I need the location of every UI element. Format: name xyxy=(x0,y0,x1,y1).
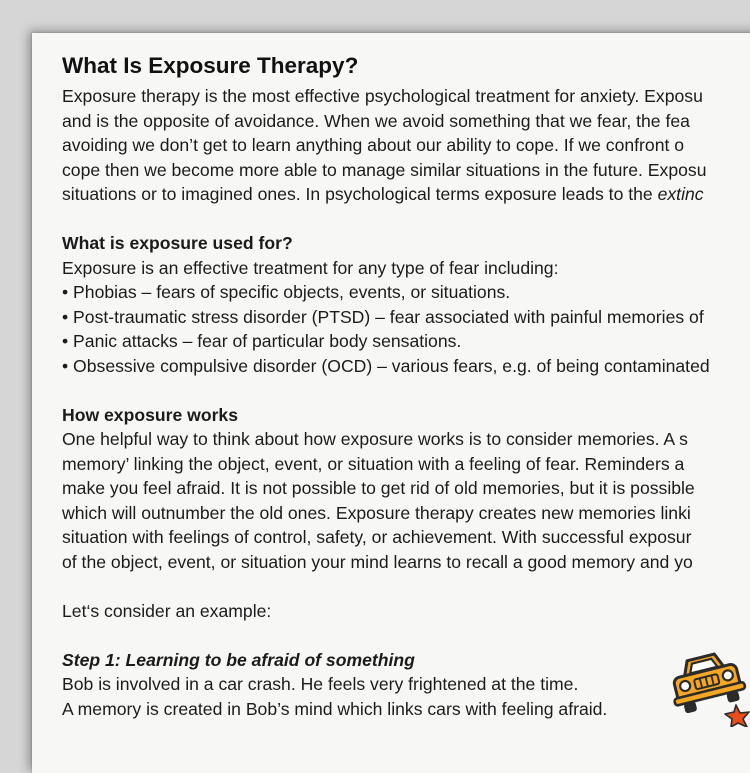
intro-line: avoiding we don’t get to learn anything about our ability to cope. If we confront o xyxy=(62,135,685,155)
intro-line: Exposure therapy is the most effective psychological treatment for anxiety. Exposu xyxy=(62,86,703,106)
worksheet-content xyxy=(62,53,750,721)
intro-italic-word: extinc xyxy=(657,184,704,204)
example-intro: Let‘s consider an example: xyxy=(62,600,272,621)
bullet-item: • Post-traumatic stress disorder (PTSD) – fear associated with painful memories of xyxy=(62,306,704,327)
works-line: memory’ linking the object, event, or situation with a feeling of fear. Reminders a xyxy=(62,453,685,474)
step1-heading: Step 1: Learning to be afraid of something xyxy=(62,649,415,670)
section-heading-uses: What is exposure used for? xyxy=(62,233,293,253)
car-crash-icon xyxy=(664,649,750,727)
works-line: situation with feelings of control, safety, or achievement. With successful exposur xyxy=(62,527,692,547)
bullet-item: • Obsessive compulsive disorder (OCD) – various fears, e.g. of being contaminated xyxy=(62,355,710,376)
section-heading-works: How exposure works xyxy=(62,404,238,425)
intro-line: cope then we become more able to manage similar situations in the future. Exposu xyxy=(62,159,707,180)
bullet-item: • Phobias – fears of specific objects, events, or situations. xyxy=(62,282,511,302)
spacer xyxy=(62,378,750,403)
step1-line: Bob is involved in a car crash. He feels very frightened at the time. xyxy=(62,674,579,694)
spacer xyxy=(62,207,750,232)
works-line: of the object, event, or situation your mind learns to recall a good memory and yo xyxy=(62,551,693,572)
step1-line: A memory is created in Bob’s mind which links cars with feeling afraid. xyxy=(62,698,608,719)
intro-line-text: situations or to imagined ones. In psychological terms exposure leads to the xyxy=(62,184,658,204)
spacer xyxy=(62,623,750,648)
spacer xyxy=(62,574,750,599)
bullet-item: • Panic attacks – fear of particular body sensations. xyxy=(62,331,462,351)
works-line: make you feel afraid. It is not possible to get rid of old memories, but it is possible xyxy=(62,478,695,498)
page-title: What Is Exposure Therapy? xyxy=(62,53,359,78)
works-line: One helpful way to think about how exposure works is to consider memories. A s xyxy=(62,429,688,449)
uses-lead: Exposure is an effective treatment for any type of fear including: xyxy=(62,257,559,278)
worksheet-page xyxy=(32,33,750,773)
works-line: which will outnumber the old ones. Exposure therapy creates new memories linki xyxy=(62,502,691,523)
intro-line: and is the opposite of avoidance. When we avoid something that we fear, the fea xyxy=(62,110,690,131)
intro-line xyxy=(62,182,750,207)
